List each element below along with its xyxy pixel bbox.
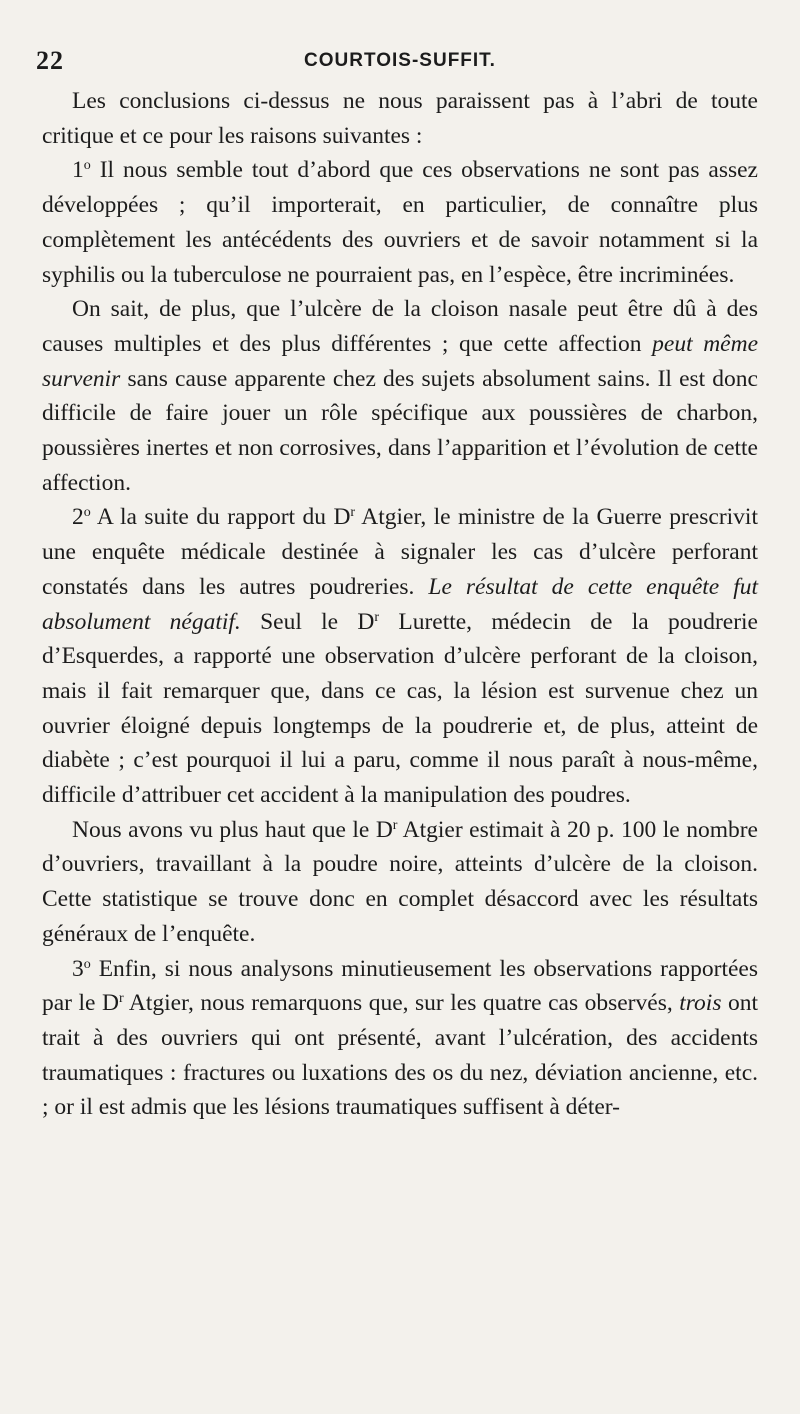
paragraph (42, 813, 758, 952)
text-run: 2 (72, 504, 84, 531)
paragraph (42, 292, 758, 500)
text-run: On sait, de plus, que l’ulcère de la cloison nasale peut être dû à des causes multiples et des plus différentes ; que cette affection (42, 296, 758, 357)
running-head (36, 42, 758, 82)
superscript: r (118, 991, 124, 1007)
text-run: ont trait à des ouvriers qui ont présenté, avant l’ulcération, des accidents traumatiques : fractures ou luxations des os du nez, déviation ancienne, etc. ; or il est admis que les lésions traumatiques suffisent à déter- (42, 990, 759, 1121)
text-run: Les conclusions ci-dessus ne nous paraissent pas à l’abri de toute critique et ce pour les raisons suivantes : (42, 88, 758, 149)
superscript: o (83, 956, 91, 972)
superscript: r (374, 609, 380, 625)
paragraph (42, 84, 758, 153)
text-run: Nous avons vu plus haut que le D (72, 816, 393, 843)
superscript: o (83, 505, 91, 521)
body-text (42, 84, 758, 1125)
text-run: Atgier, nous remarquons que, sur les quatre cas observés, (123, 990, 680, 1017)
running-title: COURTOIS-SUFFIT. (304, 50, 496, 71)
text-run: sans cause apparente chez des sujets absolument sains. Il est donc difficile de faire jouer un rôle spécifique aux poussières de charbon, poussières inertes et non corrosives, dans l’apparition et l’évolution de cette affection. (42, 365, 758, 496)
text-run: Atgier estimait à 20 p. 100 le nombre d’ouvriers, travaillant à la poudre noire, atteints d’ulcère de la cloison. Cette statistique se trouve donc en complet désaccord avec les résultats généraux de l’enquête. (42, 816, 758, 947)
paragraph (42, 952, 758, 1126)
text-run: 1 (72, 157, 84, 184)
italic-text: trois (679, 990, 722, 1017)
text-run: Il nous semble tout d’abord que ces observations ne sont pas assez développées ; qu’il importerait, en particulier, de connaître plus complètement les antécédents des ouvriers et de savoir notamment si la syphilis ou la tuberculose ne pourraient pas, en l’espèce, être incriminées. (42, 157, 758, 288)
text-run: Lurette, médecin de la poudrerie d’Esquerdes, a rapporté une observation d’ulcère perforant de la cloison, mais il fait remarquer que, dans ce cas, la lésion est survenue chez un ouvrier éloigné depuis longtemps de la poudrerie et, de plus, atteint de diabète ; c’est pourquoi il lui a paru, comme il nous paraît à nous-même, difficile d’attribuer cet accident à la manipulation des poudres. (42, 608, 758, 809)
italic-text: peut même survenir (42, 330, 758, 392)
text-run: Seul le D (240, 608, 375, 635)
paragraph (42, 500, 758, 812)
text-run: Atgier, le ministre de la Guerre prescrivit une enquête médicale destinée à signaler les cas d’ulcère perforant constatés dans les autres poudreries. (42, 504, 758, 600)
superscript: r (392, 817, 398, 833)
italic-text: Le résultat de cette enquête fut absolument négatif. (42, 573, 758, 635)
page-number: 22 (36, 46, 64, 75)
superscript: o (83, 158, 91, 174)
paragraph (42, 153, 758, 292)
text-run: A la suite du rapport du D (90, 504, 351, 531)
text-run: Enfin, si nous analysons minutieusement les observations rapportées par le D (42, 955, 758, 1017)
text-run: 3 (72, 955, 84, 982)
superscript: r (350, 505, 356, 521)
